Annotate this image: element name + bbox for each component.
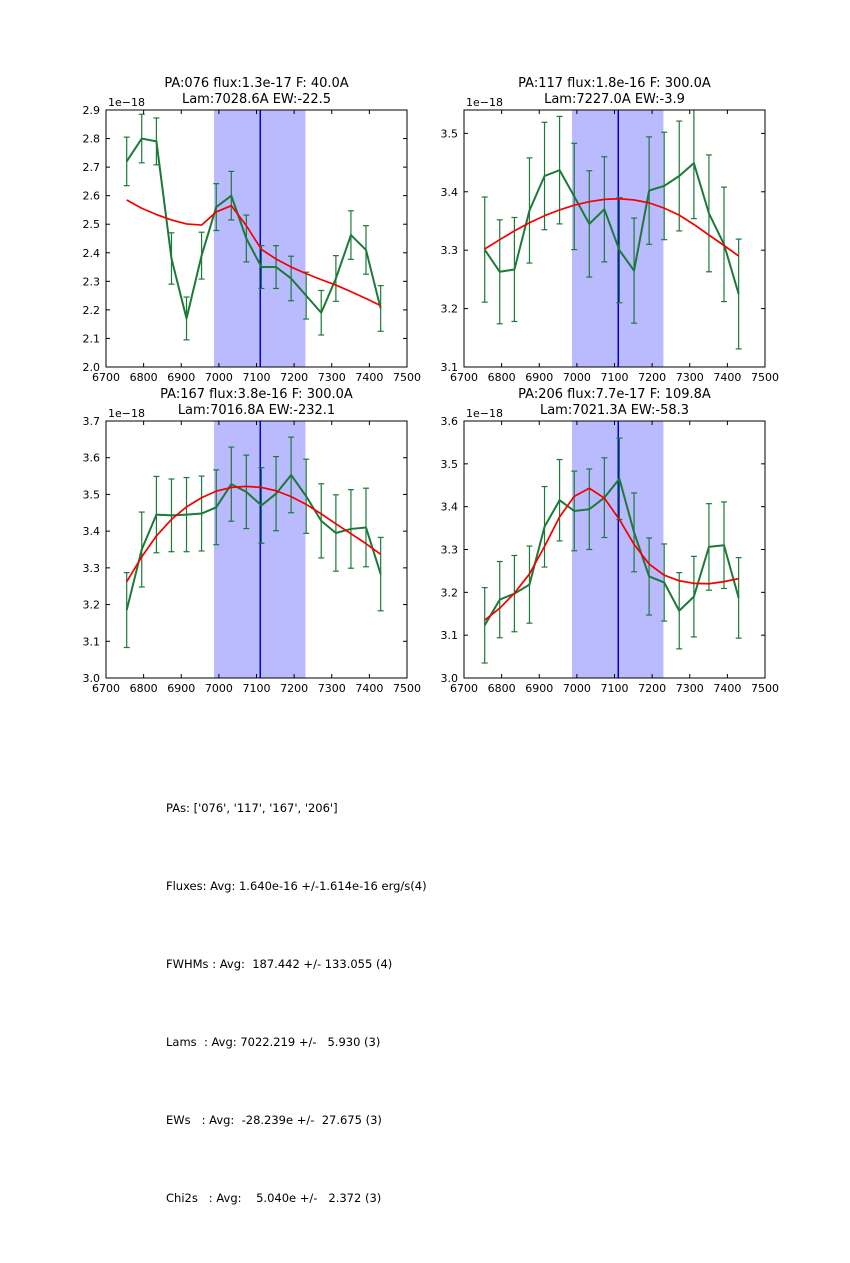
y-tick-label: 2.7 bbox=[82, 161, 100, 175]
y-tick-label: 3.3 bbox=[440, 244, 458, 258]
x-tick-label: 6800 bbox=[129, 682, 158, 695]
x-tick-label: 6800 bbox=[129, 371, 158, 384]
x-tick-label: 6900 bbox=[167, 682, 196, 695]
y-tick-label: 2.6 bbox=[82, 189, 100, 203]
y-tick-label: 3.3 bbox=[82, 561, 100, 575]
subplot-2 bbox=[441, 76, 780, 384]
y-tick-label: 3.5 bbox=[82, 488, 100, 502]
x-tick-label: 7200 bbox=[638, 682, 667, 695]
y-tick-label: 2.0 bbox=[82, 361, 100, 374]
x-tick-label: 7400 bbox=[713, 682, 742, 695]
summary-line-ews: EWs : Avg: -28.239e +/- 27.675 (3) bbox=[166, 1113, 382, 1127]
x-tick-label: 6700 bbox=[92, 371, 120, 384]
y-tick-label: 3.2 bbox=[82, 598, 100, 612]
y-tick-label: 3.3 bbox=[440, 543, 458, 557]
x-tick-label: 7100 bbox=[600, 371, 629, 384]
y-tick-label: 3.4 bbox=[440, 500, 458, 514]
summary-line-pas: PAs: ['076', '117', '167', '206'] bbox=[166, 801, 338, 815]
subplot-title-line2: Lam:7227.0A EW:-3.9 bbox=[544, 92, 685, 107]
x-tick-label: 7100 bbox=[600, 682, 629, 695]
x-tick-label: 7100 bbox=[242, 682, 271, 695]
subplot-title-line1: PA:206 flux:7.7e-17 F: 109.8A bbox=[518, 387, 711, 402]
y-tick-label: 3.1 bbox=[440, 629, 458, 643]
y-axis-offset-label: 1e−18 bbox=[108, 96, 145, 109]
x-tick-label: 7500 bbox=[751, 682, 779, 695]
y-tick-label: 2.8 bbox=[82, 132, 100, 146]
x-tick-label: 7500 bbox=[393, 682, 421, 695]
y-tick-label: 2.5 bbox=[82, 218, 100, 232]
y-tick-label: 3.4 bbox=[440, 185, 458, 199]
x-tick-label: 7200 bbox=[280, 371, 309, 384]
subplot-1 bbox=[83, 76, 422, 384]
x-tick-label: 6900 bbox=[525, 682, 554, 695]
x-tick-label: 7200 bbox=[638, 371, 667, 384]
x-tick-label: 7300 bbox=[675, 682, 704, 695]
y-tick-label: 2.4 bbox=[82, 246, 100, 260]
y-tick-label: 3.0 bbox=[440, 672, 458, 685]
summary-line-chi2s: Chi2s : Avg: 5.040e +/- 2.372 (3) bbox=[166, 1191, 382, 1205]
x-tick-label: 6700 bbox=[450, 682, 478, 695]
x-tick-label: 7000 bbox=[562, 682, 591, 695]
summary-line-fwhms: FWHMs : Avg: 187.442 +/- 133.055 (4) bbox=[166, 957, 393, 971]
subplot-3 bbox=[83, 387, 422, 695]
y-tick-label: 3.7 bbox=[82, 415, 100, 428]
subplot-title-line2: Lam:7021.3A EW:-58.3 bbox=[539, 403, 690, 418]
y-tick-label: 3.0 bbox=[82, 672, 100, 685]
y-tick-label: 2.2 bbox=[82, 303, 100, 317]
y-tick-label: 3.4 bbox=[82, 525, 100, 539]
x-tick-label: 7300 bbox=[317, 682, 346, 695]
summary-block bbox=[166, 743, 427, 1263]
x-tick-label: 7300 bbox=[675, 371, 704, 384]
x-tick-label: 7100 bbox=[242, 371, 271, 384]
x-tick-label: 7400 bbox=[355, 371, 384, 384]
subplot-title-line1: PA:167 flux:3.8e-16 F: 300.0A bbox=[160, 387, 353, 402]
y-axis-offset-label: 1e−18 bbox=[466, 407, 503, 420]
subplot-title-line1: PA:117 flux:1.8e-16 F: 300.0A bbox=[518, 76, 711, 91]
x-tick-label: 6800 bbox=[487, 682, 516, 695]
y-tick-label: 3.6 bbox=[440, 415, 458, 428]
y-axis-offset-label: 1e−18 bbox=[108, 407, 145, 420]
subplot-4 bbox=[441, 387, 780, 695]
x-tick-label: 7400 bbox=[713, 371, 742, 384]
x-tick-label: 7000 bbox=[204, 371, 233, 384]
x-tick-label: 7000 bbox=[562, 371, 591, 384]
summary-line-fluxes: Fluxes: Avg: 1.640e-16 +/-1.614e-16 erg/s(4) bbox=[166, 879, 427, 893]
subplot-title-line2: Lam:7016.8A EW:-232.1 bbox=[177, 403, 336, 418]
y-tick-label: 2.1 bbox=[82, 332, 100, 346]
y-tick-label: 3.2 bbox=[440, 586, 458, 600]
y-tick-label: 3.1 bbox=[440, 361, 458, 374]
y-tick-label: 3.6 bbox=[82, 451, 100, 465]
x-tick-label: 7000 bbox=[204, 682, 233, 695]
subplot-title-line2: Lam:7028.6A EW:-22.5 bbox=[181, 92, 332, 107]
x-tick-label: 7400 bbox=[355, 682, 384, 695]
y-tick-label: 2.9 bbox=[82, 104, 100, 117]
x-tick-label: 7300 bbox=[317, 371, 346, 384]
y-axis-offset-label: 1e−18 bbox=[466, 96, 503, 109]
y-tick-label: 3.1 bbox=[82, 635, 100, 649]
y-tick-label: 3.5 bbox=[440, 457, 458, 471]
x-tick-label: 6700 bbox=[450, 371, 478, 384]
x-tick-label: 6900 bbox=[525, 371, 554, 384]
summary-line-lams: Lams : Avg: 7022.219 +/- 5.930 (3) bbox=[166, 1035, 381, 1049]
y-tick-label: 3.2 bbox=[440, 302, 458, 316]
x-tick-label: 7500 bbox=[393, 371, 421, 384]
x-tick-label: 6700 bbox=[92, 682, 120, 695]
x-tick-label: 6900 bbox=[167, 371, 196, 384]
x-tick-label: 7500 bbox=[751, 371, 779, 384]
x-tick-label: 7200 bbox=[280, 682, 309, 695]
y-tick-label: 3.5 bbox=[440, 127, 458, 141]
y-tick-label: 2.3 bbox=[82, 275, 100, 289]
x-tick-label: 6800 bbox=[487, 371, 516, 384]
subplot-title-line1: PA:076 flux:1.3e-17 F: 40.0A bbox=[164, 76, 349, 91]
